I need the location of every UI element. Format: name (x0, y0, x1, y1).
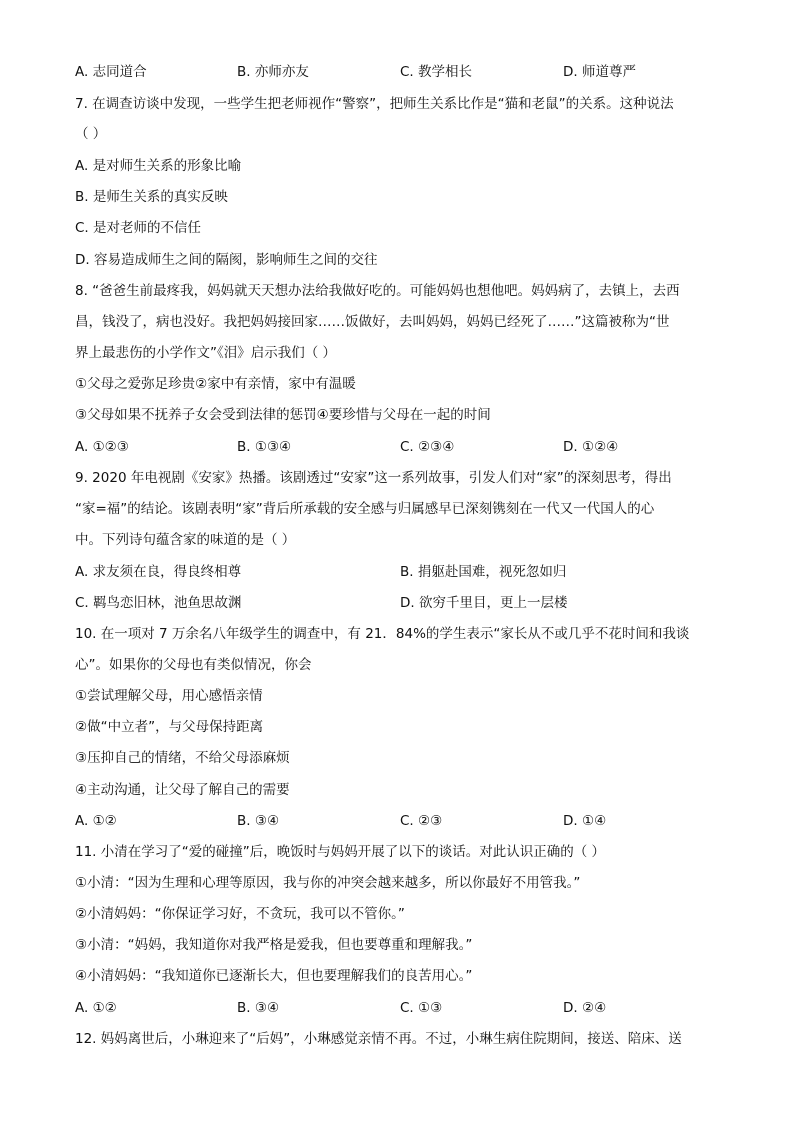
q10-statement-2: ②做“中立者”，与父母保持距离 (75, 719, 264, 735)
q8-statement-2: ③父母如果不抚养子女会受到法律的惩罚④要珍惜与父母在一起的时间 (75, 407, 491, 423)
q7-option-d: D. 容易造成师生之间的隔阂，影响师生之间的交往 (75, 252, 378, 268)
q11-stem-line1: 11. 小清在学习了“爱的碰撞”后，晚饭时与妈妈开展了以下的谈话。对此认识正确的（ ） (75, 844, 606, 860)
q10-stem-line2: 心”。如果你的父母也有类似情况，你会 (75, 657, 312, 673)
q8-stem-line3: 界上最悲伤的小学作文”《泪》启示我们（ ） (75, 345, 337, 361)
q9-option-a: A. 求友须在良，得良终相尊 (75, 564, 242, 580)
q6-option-a: A. 志同道合 (75, 64, 147, 80)
q11-statement-1: ①小清：“因为生理和心理等原因，我与你的冲突会越来越多，所以你最好不用管我。” (75, 875, 581, 891)
q10-option-b: B. ③④ (237, 813, 280, 829)
q8-option-a: A. ①②③ (75, 439, 129, 455)
q7-stem-line1: 7. 在调查访谈中发现，一些学生把老师视作“警察”，把师生关系比作是“猫和老鼠”的关系。这种说法 (75, 96, 674, 112)
q9-stem-line2: “家=福”的结论。该剧表明“家”背后所承载的安全感与归属感早已深刻镌刻在一代又一代国人的心 (75, 501, 655, 517)
q10-stem-line1: 10. 在一项对 7 万余名八年级学生的调查中，有 21．84%的学生表示“家长从不或几乎不花时间和我谈 (75, 626, 690, 642)
q9-stem-line3: 中。下列诗句蕴含家的味道的是（ ） (75, 532, 296, 548)
q8-option-b: B. ①③④ (237, 439, 292, 455)
q8-statement-1: ①父母之爱弥足珍贵②家中有亲情，家中有温暖 (75, 376, 356, 392)
q11-option-b: B. ③④ (237, 1000, 280, 1016)
q11-option-c: C. ①③ (400, 1000, 443, 1016)
q10-option-a: A. ①② (75, 813, 117, 829)
q11-statement-3: ③小清：“妈妈，我知道你对我严格是爱我，但也要尊重和理解我。” (75, 937, 473, 953)
q11-option-a: A. ①② (75, 1000, 117, 1016)
q6-option-b: B. 亦师亦友 (237, 64, 309, 80)
q7-option-a: A. 是对师生关系的形象比喻 (75, 158, 242, 174)
q6-option-d: D. 师道尊严 (563, 64, 636, 80)
q9-stem-line1: 9. 2020 年电视剧《安家》热播。该剧透过“安家”这一系列故事，引发人们对“家”的深刻思考，得出 (75, 470, 672, 486)
q11-option-d: D. ②④ (563, 1000, 607, 1016)
q11-statement-4: ④小清妈妈：“我知道你已逐渐长大，但也要理解我们的良苦用心。” (75, 968, 473, 984)
q10-option-d: D. ①④ (563, 813, 607, 829)
q10-option-c: C. ②③ (400, 813, 443, 829)
q8-stem-line1: 8. “爸爸生前最疼我，妈妈就天天想办法给我做好吃的。可能妈妈也想他吧。妈妈病了，去镇上，去西 (75, 283, 680, 299)
q10-statement-3: ③压抑自己的情绪，不给父母添麻烦 (75, 750, 290, 766)
q8-stem-line2: 昌，钱没了，病也没好。我把妈妈接回家……饭做好，去叫妈妈，妈妈已经死了……”这篇被称为“世 (75, 314, 670, 330)
q7-option-b: B. 是师生关系的真实反映 (75, 189, 228, 205)
q8-option-d: D. ①②④ (563, 439, 619, 455)
q11-statement-2: ②小清妈妈：“你保证学习好，不贪玩，我可以不管你。” (75, 906, 405, 922)
q7-stem-line2: （ ） (75, 126, 107, 142)
q12-stem-line1: 12. 妈妈离世后，小琳迎来了“后妈”，小琳感觉亲情不再。不过，小琳生病住院期间，接送、陪床、送 (75, 1031, 682, 1047)
q9-option-b: B. 捐躯赴国难，视死忽如归 (400, 564, 567, 580)
q10-statement-4: ④主动沟通，让父母了解自己的需要 (75, 782, 290, 798)
q8-option-c: C. ②③④ (400, 439, 455, 455)
q10-statement-1: ①尝试理解父母，用心感悟亲情 (75, 688, 263, 704)
q9-option-c: C. 羁鸟恋旧林，池鱼思故渊 (75, 595, 242, 611)
q7-option-c: C. 是对老师的不信任 (75, 220, 202, 236)
q6-option-c: C. 教学相长 (400, 64, 473, 80)
q9-option-d: D. 欲穷千里目，更上一层楼 (400, 595, 568, 611)
